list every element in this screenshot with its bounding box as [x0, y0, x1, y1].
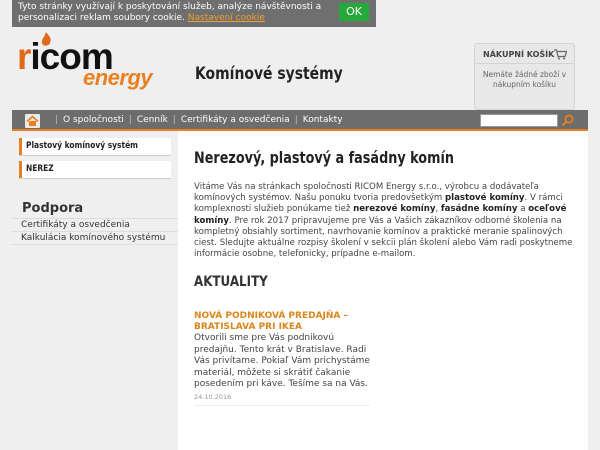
intro-text	[194, 182, 579, 260]
ricom-energy-logo[interactable]	[17, 32, 167, 94]
cookie-bar	[12, 0, 376, 27]
support-heading: Podpora	[22, 201, 84, 216]
intro-bold: plastové komíny	[445, 193, 525, 204]
main-content	[178, 131, 588, 450]
site-title: Komínové systémy	[195, 64, 343, 84]
search-icon[interactable]	[561, 113, 575, 127]
intro-part: . Pre rok 2017 pripravujeme pre Vás a Vašich zákazníkov odborné školenia na kompletný obsiahly sortiment, navrhovanie komínov a praktické meranie spalinových ciest. Sledujte aktuálne rozpisy školení v sekcii plán školení alebo Vám radi poskytneme informácie osobne, telefonicky, prípadne e-mailom.	[194, 215, 573, 260]
sidebar-item-label: NEREZ	[26, 164, 54, 174]
shopping-cart[interactable]	[474, 43, 575, 110]
news-item	[194, 311, 370, 406]
cart-empty-text: Nemáte žádné zboží v nákupním košíku	[482, 70, 567, 89]
nav-item-o-spolocnosti[interactable]: O spoločnosti	[63, 114, 124, 125]
cookie-text: Tyto stránky využívají k poskytování služeb, analýze návštěvnosti a personalizaci reklam soubory cookie.	[18, 2, 322, 23]
nav-item-cennik[interactable]: Cenník	[136, 114, 168, 125]
news-date: 24.10.2016	[194, 393, 370, 406]
cookie-settings-link[interactable]: Nastavení cookie	[187, 13, 265, 23]
intro-bold: fasádne komíny	[440, 204, 518, 215]
logo-r: r	[17, 36, 31, 77]
search-input[interactable]	[480, 114, 558, 127]
support-item-kalkulacia[interactable]: Kalkulácia komínového systému	[12, 232, 178, 245]
cookie-ok-button[interactable]: OK	[339, 3, 369, 21]
sidebar	[12, 131, 178, 450]
intro-part: . V rámci komplexnosti služieb ponúkame tiež	[194, 193, 563, 215]
cart-title: NÁKUPNÍ KOŠÍK	[475, 44, 574, 64]
intro-part: a	[517, 204, 529, 215]
page-margin	[588, 131, 600, 450]
logo-energy: energy	[83, 65, 153, 90]
home-icon[interactable]	[25, 114, 40, 128]
intro-bold: oceľové komíny	[194, 204, 567, 226]
logo-ricom: icom	[30, 36, 113, 77]
intro-bold: nerezové komíny	[353, 204, 436, 215]
nav-item-kontakty[interactable]: Kontakty	[302, 114, 343, 125]
intro-part: ,	[435, 204, 441, 215]
page-title: Nerezový, plastový a fasádny komín	[194, 148, 454, 167]
main-nav: | O spoločnosti | Cenník | Certifikáty a osvedčenia | Kontakty	[12, 110, 588, 131]
support-item-certifikaty[interactable]: Certifikáty a osvedčenia	[12, 219, 178, 232]
support-list	[12, 218, 178, 245]
sidebar-item-plastovy[interactable]	[19, 138, 171, 155]
news-title-link[interactable]: NOVÁ PODNIKOVÁ PREDAJŇA – BRATISLAVA PRI IKEA	[194, 311, 349, 332]
news-text: Otvorili sme pre Vás podnikovú predajňu. Tento krát v Bratislave. Radi Vás privítame. Pokiaľ Vám prichystáme materiál, môžete si skrátiť čakanie posedením pri káve. Tešíme sa na Vás.	[194, 333, 370, 390]
sidebar-item-label: Plastový komínový systém	[26, 141, 138, 151]
cart-icon	[554, 49, 567, 60]
intro-part: Vitáme Vás na stránkach spoločnosti RICOM Energy s.r.o., výrobcu a dodávateľa komínových systémov. Našu ponuku tvoria predovšetkým	[194, 182, 539, 204]
nav-item-certifikaty[interactable]: Certifikáty a osvedčenia	[180, 114, 290, 125]
news-heading: AKTUALITY	[194, 274, 268, 290]
sidebar-item-nerez[interactable]	[19, 161, 171, 178]
